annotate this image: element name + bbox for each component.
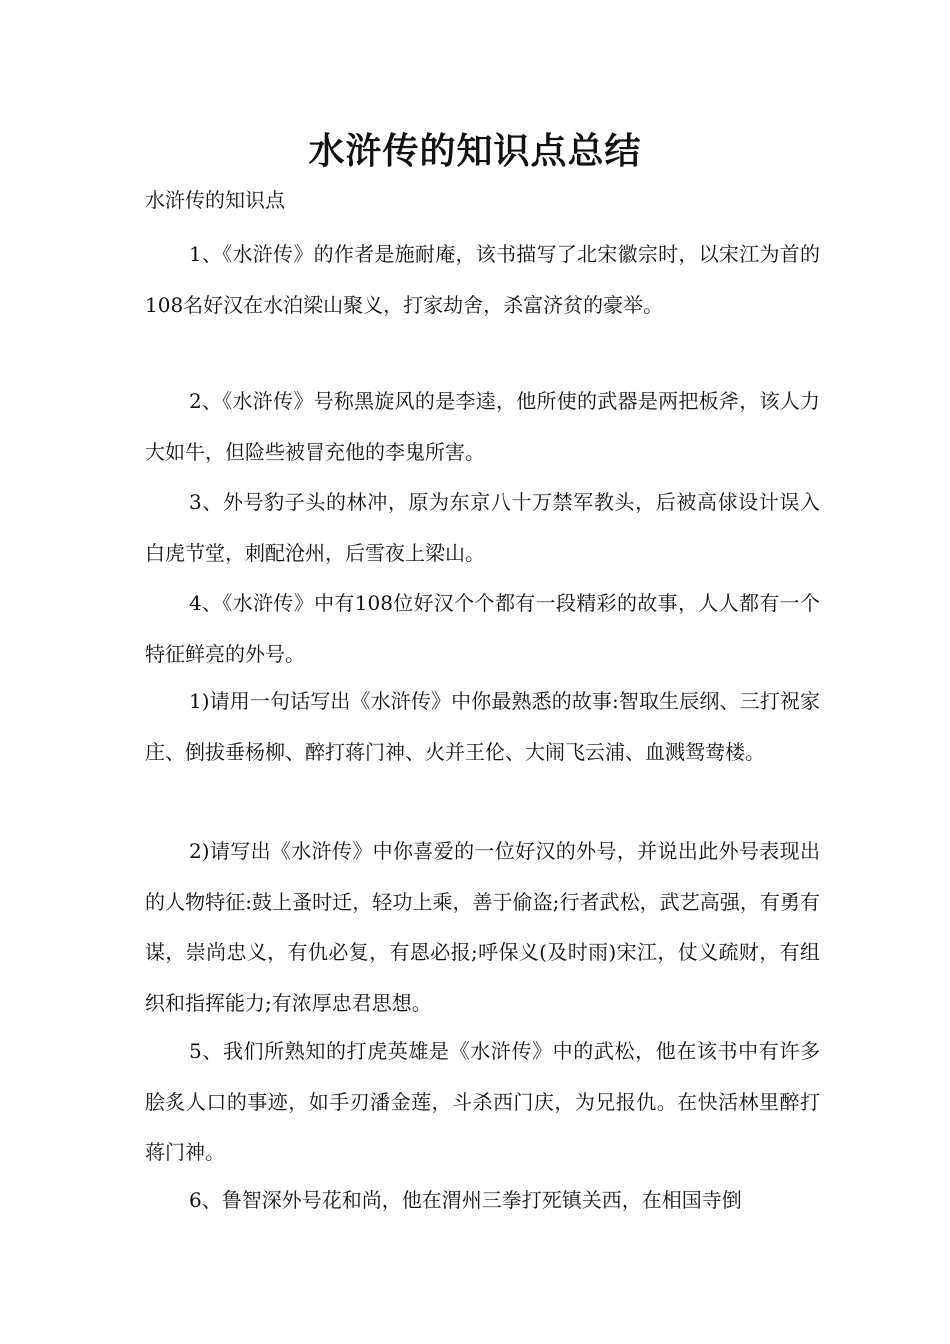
paragraph-6: 6、鲁智深外号花和尚，他在渭州三拳打死镇关西，在相国寺倒 (189, 1188, 742, 1212)
page-title: 水浒传的知识点总结 (308, 131, 642, 172)
paragraph-4-question-2: 2)请写出《水浒传》中你喜爱的一位好汉的外号，并说出此外号表现出的人物特征:鼓上蚤时迁，轻功上乘，善于偷盗;行者武松，武艺高强，有勇有谋，崇尚忠义，有仇必复，有恩必报;呼保义(及时雨)宋江，仗义疏财，有组织和指挥能力;有浓厚忠君思想。 (145, 839, 820, 1015)
paragraph-2: 2、《水浒传》号称黑旋风的是李逵，他所使的武器是两把板斧，该人力大如牛，但险些被冒充他的李鬼所害。 (145, 389, 820, 464)
paragraph-4: 4、《水浒传》中有108位好汉个个都有一段精彩的故事，人人都有一个特征鲜亮的外号。 (145, 591, 820, 666)
section-heading: 水浒传的知识点 (145, 188, 285, 212)
paragraph-4-question-1: 1)请用一句话写出《水浒传》中你最熟悉的故事:智取生辰纲、三打祝家庄、倒拔垂杨柳、醉打蒋门神、火并王伦、大闹飞云浦、血溅鸳鸯楼。 (145, 689, 820, 764)
paragraph-1: 1、《水浒传》的作者是施耐庵，该书描写了北宋徽宗时，以宋江为首的108名好汉在水泊梁山聚义，打家劫舍，杀富济贫的豪举。 (145, 242, 820, 317)
paragraph-3: 3、外号豹子头的林冲，原为东京八十万禁军教头，后被高俅设计误入白虎节堂，刺配沧州，后雪夜上梁山。 (145, 490, 820, 565)
paragraph-5: 5、我们所熟知的打虎英雄是《水浒传》中的武松，他在该书中有许多脍炙人口的事迹，如手刃潘金莲，斗杀西门庆，为兄报仇。在快活林里醉打蒋门神。 (145, 1039, 820, 1164)
